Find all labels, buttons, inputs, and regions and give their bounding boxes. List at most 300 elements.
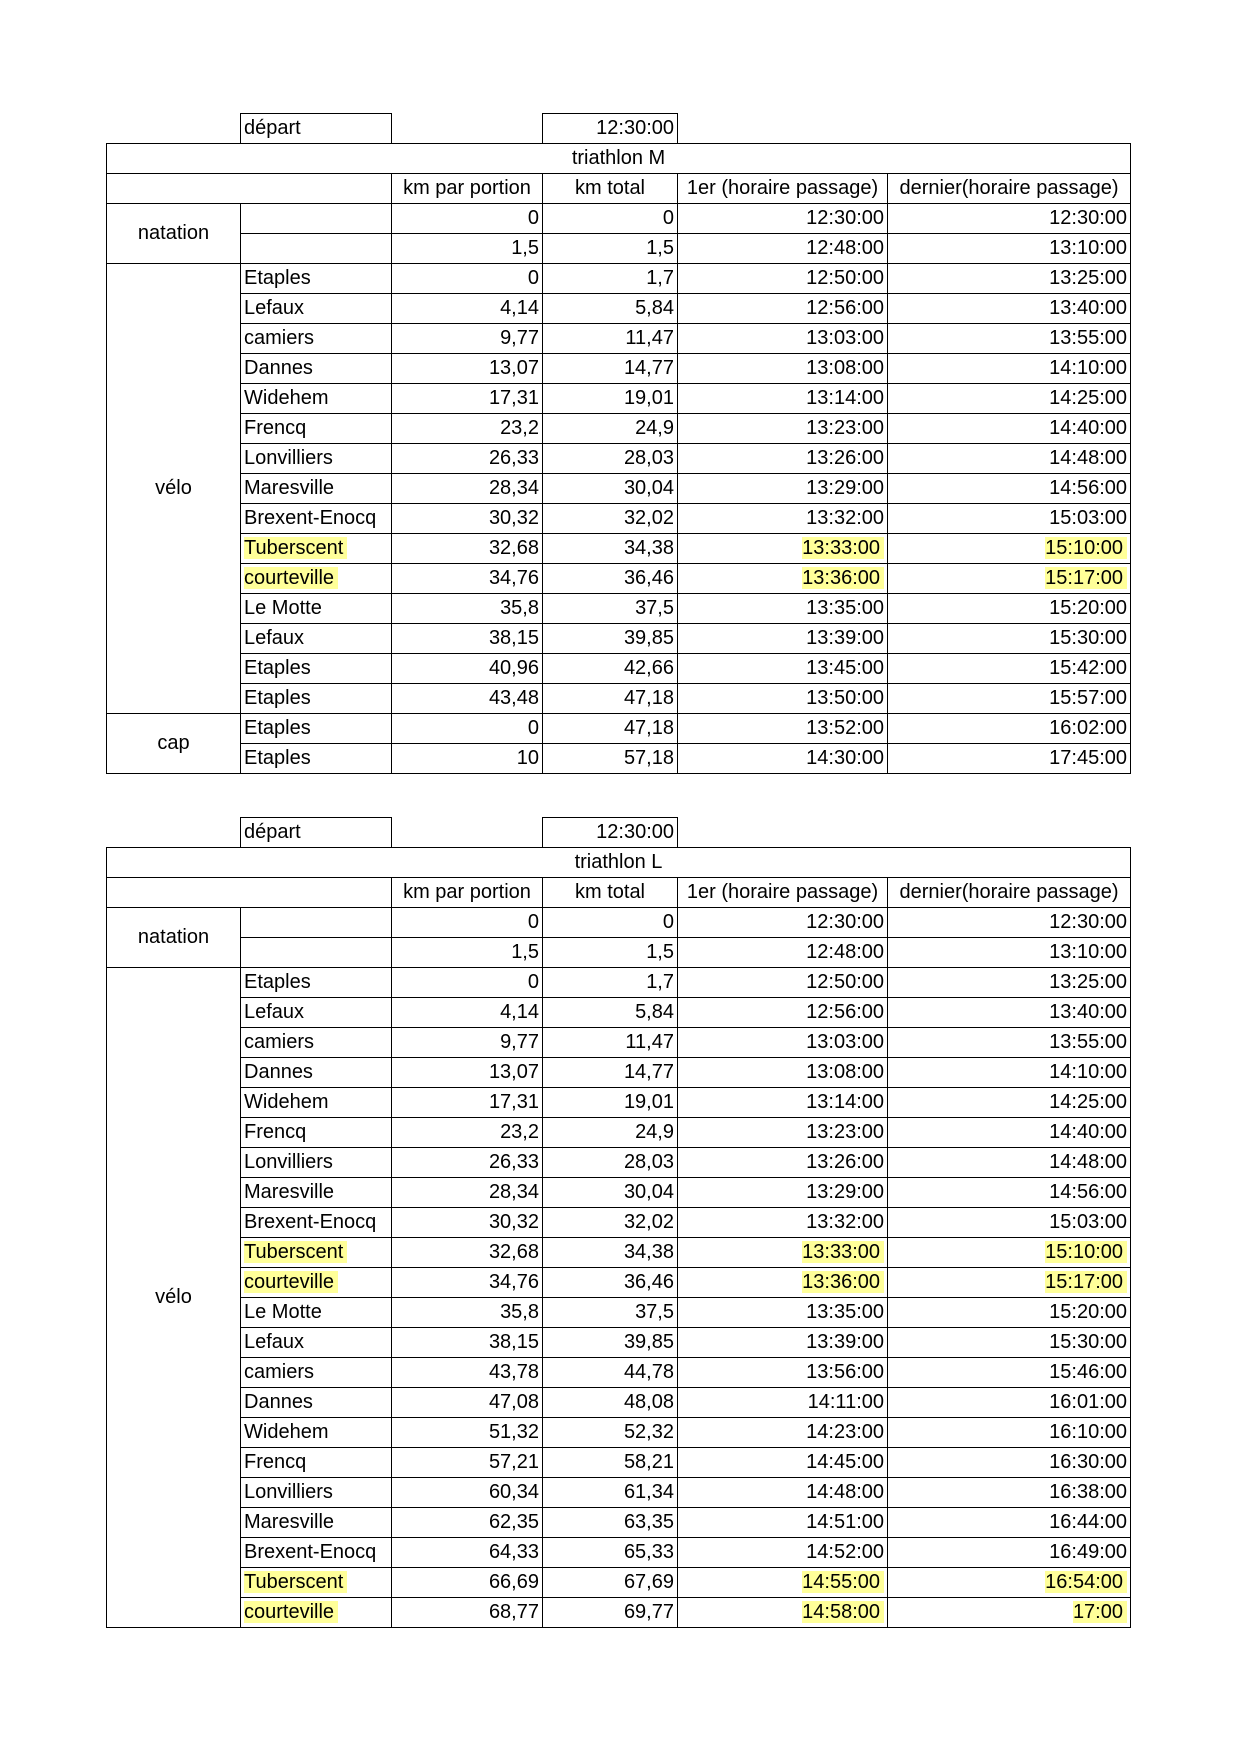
depart-label: départ <box>241 818 392 848</box>
last-time-cell-text: 15:10:00 <box>1045 1241 1127 1263</box>
last-time-cell: 17:45:00 <box>888 744 1131 774</box>
table-row <box>107 1508 1131 1538</box>
km-portion-cell: 30,32 <box>392 504 543 534</box>
km-portion-cell: 0 <box>392 968 543 998</box>
last-time-cell: 13:25:00 <box>888 264 1131 294</box>
triathlon-l-table <box>106 817 1131 1628</box>
km-total-cell: 11,47 <box>543 1028 678 1058</box>
km-total-cell: 1,7 <box>543 968 678 998</box>
last-time-cell <box>888 1238 1131 1268</box>
last-time-cell: 15:46:00 <box>888 1358 1131 1388</box>
first-time-cell: 14:51:00 <box>678 1508 888 1538</box>
km-portion-cell: 38,15 <box>392 624 543 654</box>
first-time-cell-text: 13:33:00 <box>802 1241 884 1263</box>
place-cell: Etaples <box>241 654 392 684</box>
place-cell: Widehem <box>241 384 392 414</box>
km-total-cell: 48,08 <box>543 1388 678 1418</box>
place-cell: Lefaux <box>241 624 392 654</box>
table-row <box>107 1058 1131 1088</box>
first-time-cell <box>678 564 888 594</box>
last-time-cell: 13:10:00 <box>888 234 1131 264</box>
place-cell-text: Tuberscent <box>244 1571 347 1593</box>
last-time-cell: 15:30:00 <box>888 624 1131 654</box>
first-time-cell <box>678 1598 888 1628</box>
km-total-cell: 24,9 <box>543 1118 678 1148</box>
km-total-cell: 39,85 <box>543 1328 678 1358</box>
place-cell: Brexent-Enocq <box>241 504 392 534</box>
km-total-cell: 44,78 <box>543 1358 678 1388</box>
place-cell: Frencq <box>241 1118 392 1148</box>
km-total-cell: 0 <box>543 204 678 234</box>
first-time-cell: 13:08:00 <box>678 1058 888 1088</box>
first-time-cell: 14:30:00 <box>678 744 888 774</box>
km-total-cell: 19,01 <box>543 1088 678 1118</box>
place-cell <box>241 938 392 968</box>
place-cell: Etaples <box>241 684 392 714</box>
table-row <box>107 1088 1131 1118</box>
first-time-cell: 13:26:00 <box>678 444 888 474</box>
place-cell: Etaples <box>241 744 392 774</box>
km-total-cell: 28,03 <box>543 444 678 474</box>
place-cell: Frencq <box>241 414 392 444</box>
km-portion-cell: 62,35 <box>392 1508 543 1538</box>
table-row <box>107 354 1131 384</box>
first-time-cell: 14:48:00 <box>678 1478 888 1508</box>
km-portion-cell: 17,31 <box>392 1088 543 1118</box>
km-portion-cell: 51,32 <box>392 1418 543 1448</box>
column-header: dernier(horaire passage) <box>888 174 1131 204</box>
place-cell-text: courteville <box>244 1601 338 1623</box>
km-portion-cell: 28,34 <box>392 1178 543 1208</box>
place-cell: Widehem <box>241 1418 392 1448</box>
column-header: km total <box>543 174 678 204</box>
table-row <box>107 624 1131 654</box>
first-time-cell: 13:03:00 <box>678 324 888 354</box>
km-portion-cell: 32,68 <box>392 1238 543 1268</box>
table-row <box>107 1418 1131 1448</box>
first-time-cell: 12:50:00 <box>678 968 888 998</box>
first-time-cell: 12:48:00 <box>678 234 888 264</box>
km-portion-cell: 1,5 <box>392 234 543 264</box>
place-cell: Lefaux <box>241 294 392 324</box>
place-cell <box>241 204 392 234</box>
first-time-cell: 13:03:00 <box>678 1028 888 1058</box>
km-portion-cell: 66,69 <box>392 1568 543 1598</box>
last-time-cell: 16:49:00 <box>888 1538 1131 1568</box>
km-total-cell: 30,04 <box>543 474 678 504</box>
last-time-cell: 14:48:00 <box>888 444 1131 474</box>
km-portion-cell: 1,5 <box>392 938 543 968</box>
first-time-cell <box>678 1238 888 1268</box>
km-portion-cell: 34,76 <box>392 564 543 594</box>
km-total-cell: 19,01 <box>543 384 678 414</box>
place-cell: Widehem <box>241 1088 392 1118</box>
last-time-cell: 15:42:00 <box>888 654 1131 684</box>
column-header: 1er (horaire passage) <box>678 878 888 908</box>
header-blank <box>107 174 392 204</box>
header-row <box>107 174 1131 204</box>
first-time-cell-text: 13:36:00 <box>802 567 884 589</box>
km-portion-cell: 60,34 <box>392 1478 543 1508</box>
km-portion-cell: 26,33 <box>392 1148 543 1178</box>
last-time-cell <box>888 534 1131 564</box>
table-row <box>107 324 1131 354</box>
place-cell: Etaples <box>241 264 392 294</box>
km-portion-cell: 35,8 <box>392 1298 543 1328</box>
table-row <box>107 414 1131 444</box>
place-cell <box>241 908 392 938</box>
km-portion-cell: 0 <box>392 714 543 744</box>
table-row <box>107 744 1131 774</box>
section-label-natation: natation <box>107 908 241 968</box>
place-cell <box>241 1598 392 1628</box>
place-cell: Le Motte <box>241 594 392 624</box>
first-time-cell: 13:45:00 <box>678 654 888 684</box>
first-time-cell: 13:56:00 <box>678 1358 888 1388</box>
place-cell <box>241 564 392 594</box>
first-time-cell: 13:35:00 <box>678 1298 888 1328</box>
table-row <box>107 1478 1131 1508</box>
km-portion-cell: 4,14 <box>392 998 543 1028</box>
last-time-cell-text: 15:10:00 <box>1045 537 1127 559</box>
km-total-cell: 1,7 <box>543 264 678 294</box>
km-total-cell: 65,33 <box>543 1538 678 1568</box>
last-time-cell: 16:10:00 <box>888 1418 1131 1448</box>
table-row <box>107 684 1131 714</box>
last-time-cell: 14:40:00 <box>888 414 1131 444</box>
km-portion-cell: 23,2 <box>392 414 543 444</box>
km-portion-cell: 43,48 <box>392 684 543 714</box>
table-row <box>107 938 1131 968</box>
last-time-cell: 13:40:00 <box>888 294 1131 324</box>
first-time-cell: 12:48:00 <box>678 938 888 968</box>
column-header: km total <box>543 878 678 908</box>
last-time-cell: 14:25:00 <box>888 384 1131 414</box>
km-total-cell: 32,02 <box>543 504 678 534</box>
table-row <box>107 444 1131 474</box>
place-cell-text: courteville <box>244 567 338 589</box>
last-time-cell: 15:20:00 <box>888 594 1131 624</box>
last-time-cell <box>888 1268 1131 1298</box>
last-time-cell: 13:55:00 <box>888 1028 1131 1058</box>
km-total-cell: 24,9 <box>543 414 678 444</box>
table-row <box>107 1358 1131 1388</box>
km-portion-cell: 23,2 <box>392 1118 543 1148</box>
km-total-cell: 32,02 <box>543 1208 678 1238</box>
last-time-cell: 16:30:00 <box>888 1448 1131 1478</box>
km-total-cell: 69,77 <box>543 1598 678 1628</box>
first-time-cell: 12:30:00 <box>678 204 888 234</box>
place-cell: camiers <box>241 1358 392 1388</box>
place-cell-text: courteville <box>244 1271 338 1293</box>
table-row <box>107 1178 1131 1208</box>
first-time-cell: 12:56:00 <box>678 294 888 324</box>
place-cell: Lefaux <box>241 1328 392 1358</box>
last-time-cell: 13:55:00 <box>888 324 1131 354</box>
km-total-cell: 11,47 <box>543 324 678 354</box>
table-row <box>107 1028 1131 1058</box>
last-time-cell: 14:10:00 <box>888 1058 1131 1088</box>
last-time-cell: 14:25:00 <box>888 1088 1131 1118</box>
last-time-cell-text: 16:54:00 <box>1045 1571 1127 1593</box>
table-row <box>107 294 1131 324</box>
first-time-cell: 13:32:00 <box>678 504 888 534</box>
table-row <box>107 1268 1131 1298</box>
table-row <box>107 1568 1131 1598</box>
place-cell: Lefaux <box>241 998 392 1028</box>
first-time-cell: 13:39:00 <box>678 1328 888 1358</box>
table-row <box>107 1598 1131 1628</box>
first-time-cell-text: 14:55:00 <box>802 1571 884 1593</box>
km-portion-cell: 47,08 <box>392 1388 543 1418</box>
place-cell: Brexent-Enocq <box>241 1208 392 1238</box>
place-cell <box>241 1268 392 1298</box>
table-row <box>107 564 1131 594</box>
title-row <box>107 848 1131 878</box>
first-time-cell-text: 13:33:00 <box>802 537 884 559</box>
section-label-velo: vélo <box>107 264 241 714</box>
section-label-velo: vélo <box>107 968 241 1628</box>
table-row <box>107 908 1131 938</box>
last-time-cell <box>888 564 1131 594</box>
last-time-cell: 13:25:00 <box>888 968 1131 998</box>
km-total-cell: 39,85 <box>543 624 678 654</box>
last-time-cell: 15:03:00 <box>888 504 1131 534</box>
km-total-cell: 42,66 <box>543 654 678 684</box>
place-cell: Etaples <box>241 968 392 998</box>
table-row <box>107 1328 1131 1358</box>
km-total-cell: 67,69 <box>543 1568 678 1598</box>
first-time-cell: 13:52:00 <box>678 714 888 744</box>
first-time-cell: 13:08:00 <box>678 354 888 384</box>
last-time-cell-text: 17:00 <box>1073 1601 1127 1623</box>
section-label-natation: natation <box>107 204 241 264</box>
table-row <box>107 998 1131 1028</box>
km-portion-cell: 13,07 <box>392 1058 543 1088</box>
last-time-cell: 14:40:00 <box>888 1118 1131 1148</box>
place-cell: Frencq <box>241 1448 392 1478</box>
km-portion-cell: 9,77 <box>392 1028 543 1058</box>
last-time-cell-text: 15:17:00 <box>1045 1271 1127 1293</box>
place-cell: Le Motte <box>241 1298 392 1328</box>
place-cell: Maresville <box>241 1178 392 1208</box>
first-time-cell: 14:45:00 <box>678 1448 888 1478</box>
first-time-cell: 13:23:00 <box>678 1118 888 1148</box>
last-time-cell: 12:30:00 <box>888 204 1131 234</box>
place-cell: Dannes <box>241 354 392 384</box>
km-portion-cell: 4,14 <box>392 294 543 324</box>
table-row <box>107 1238 1131 1268</box>
depart-row <box>107 114 1131 144</box>
first-time-cell: 13:23:00 <box>678 414 888 444</box>
km-portion-cell: 0 <box>392 204 543 234</box>
depart-time: 12:30:00 <box>543 818 678 848</box>
km-total-cell: 58,21 <box>543 1448 678 1478</box>
km-portion-cell: 13,07 <box>392 354 543 384</box>
place-cell: Dannes <box>241 1058 392 1088</box>
km-portion-cell: 40,96 <box>392 654 543 684</box>
first-time-cell: 12:56:00 <box>678 998 888 1028</box>
place-cell: Etaples <box>241 714 392 744</box>
last-time-cell: 16:38:00 <box>888 1478 1131 1508</box>
table-row <box>107 1538 1131 1568</box>
first-time-cell: 14:52:00 <box>678 1538 888 1568</box>
first-time-cell: 13:39:00 <box>678 624 888 654</box>
last-time-cell: 12:30:00 <box>888 908 1131 938</box>
km-total-cell: 30,04 <box>543 1178 678 1208</box>
first-time-cell-text: 14:58:00 <box>802 1601 884 1623</box>
km-total-cell: 57,18 <box>543 744 678 774</box>
km-total-cell: 36,46 <box>543 564 678 594</box>
place-cell: camiers <box>241 1028 392 1058</box>
km-portion-cell: 64,33 <box>392 1538 543 1568</box>
first-time-cell: 13:14:00 <box>678 1088 888 1118</box>
km-portion-cell: 10 <box>392 744 543 774</box>
km-total-cell: 34,38 <box>543 1238 678 1268</box>
first-time-cell: 13:50:00 <box>678 684 888 714</box>
table-row <box>107 204 1131 234</box>
last-time-cell: 15:03:00 <box>888 1208 1131 1238</box>
km-portion-cell: 0 <box>392 908 543 938</box>
km-total-cell: 5,84 <box>543 998 678 1028</box>
first-time-cell: 12:30:00 <box>678 908 888 938</box>
table-row <box>107 968 1131 998</box>
place-cell: Brexent-Enocq <box>241 1538 392 1568</box>
first-time-cell <box>678 534 888 564</box>
table-row <box>107 264 1131 294</box>
last-time-cell: 13:40:00 <box>888 998 1131 1028</box>
km-portion-cell: 9,77 <box>392 324 543 354</box>
first-time-cell: 14:23:00 <box>678 1418 888 1448</box>
last-time-cell <box>888 1598 1131 1628</box>
last-time-cell: 15:30:00 <box>888 1328 1131 1358</box>
place-cell: Dannes <box>241 1388 392 1418</box>
km-total-cell: 47,18 <box>543 714 678 744</box>
km-total-cell: 1,5 <box>543 938 678 968</box>
table-title: triathlon L <box>107 848 1131 878</box>
km-total-cell: 28,03 <box>543 1148 678 1178</box>
table-row <box>107 234 1131 264</box>
table-row <box>107 594 1131 624</box>
place-cell: Lonvilliers <box>241 444 392 474</box>
place-cell <box>241 1238 392 1268</box>
table-row <box>107 654 1131 684</box>
header-row <box>107 878 1131 908</box>
table-row <box>107 474 1131 504</box>
km-total-cell: 34,38 <box>543 534 678 564</box>
km-total-cell: 36,46 <box>543 1268 678 1298</box>
column-header: km par portion <box>392 174 543 204</box>
last-time-cell <box>888 1568 1131 1598</box>
km-total-cell: 37,5 <box>543 594 678 624</box>
place-cell-text: Tuberscent <box>244 1241 347 1263</box>
last-time-cell: 14:56:00 <box>888 1178 1131 1208</box>
km-total-cell: 37,5 <box>543 1298 678 1328</box>
table-row <box>107 1208 1131 1238</box>
km-portion-cell: 57,21 <box>392 1448 543 1478</box>
km-total-cell: 14,77 <box>543 1058 678 1088</box>
km-total-cell: 5,84 <box>543 294 678 324</box>
km-portion-cell: 38,15 <box>392 1328 543 1358</box>
first-time-cell: 12:50:00 <box>678 264 888 294</box>
place-cell: Maresville <box>241 474 392 504</box>
table-row <box>107 714 1131 744</box>
place-cell: Lonvilliers <box>241 1148 392 1178</box>
table-row <box>107 384 1131 414</box>
depart-label: départ <box>241 114 392 144</box>
last-time-cell: 16:02:00 <box>888 714 1131 744</box>
first-time-cell: 13:35:00 <box>678 594 888 624</box>
header-blank <box>107 878 392 908</box>
km-total-cell: 0 <box>543 908 678 938</box>
place-cell: camiers <box>241 324 392 354</box>
km-portion-cell: 30,32 <box>392 1208 543 1238</box>
km-portion-cell: 34,76 <box>392 1268 543 1298</box>
first-time-cell <box>678 1568 888 1598</box>
first-time-cell: 13:29:00 <box>678 474 888 504</box>
first-time-cell: 13:26:00 <box>678 1148 888 1178</box>
first-time-cell: 13:14:00 <box>678 384 888 414</box>
depart-row <box>107 818 1131 848</box>
depart-time: 12:30:00 <box>543 114 678 144</box>
table-row <box>107 1448 1131 1478</box>
last-time-cell: 15:20:00 <box>888 1298 1131 1328</box>
km-total-cell: 14,77 <box>543 354 678 384</box>
km-portion-cell: 28,34 <box>392 474 543 504</box>
last-time-cell: 13:10:00 <box>888 938 1131 968</box>
table-row <box>107 534 1131 564</box>
table-row <box>107 1148 1131 1178</box>
last-time-cell-text: 15:17:00 <box>1045 567 1127 589</box>
km-portion-cell: 17,31 <box>392 384 543 414</box>
first-time-cell: 14:11:00 <box>678 1388 888 1418</box>
place-cell <box>241 234 392 264</box>
table-row <box>107 1298 1131 1328</box>
column-header: 1er (horaire passage) <box>678 174 888 204</box>
section-label-cap: cap <box>107 714 241 774</box>
km-total-cell: 1,5 <box>543 234 678 264</box>
triathlon-m-table <box>106 113 1131 774</box>
km-portion-cell: 0 <box>392 264 543 294</box>
km-total-cell: 63,35 <box>543 1508 678 1538</box>
place-cell <box>241 534 392 564</box>
last-time-cell: 14:48:00 <box>888 1148 1131 1178</box>
place-cell: Lonvilliers <box>241 1478 392 1508</box>
column-header: km par portion <box>392 878 543 908</box>
last-time-cell: 16:44:00 <box>888 1508 1131 1538</box>
table-row <box>107 1118 1131 1148</box>
title-row <box>107 144 1131 174</box>
column-header: dernier(horaire passage) <box>888 878 1131 908</box>
km-total-cell: 52,32 <box>543 1418 678 1448</box>
place-cell: Maresville <box>241 1508 392 1538</box>
km-portion-cell: 32,68 <box>392 534 543 564</box>
place-cell-text: Tuberscent <box>244 537 347 559</box>
km-portion-cell: 68,77 <box>392 1598 543 1628</box>
last-time-cell: 15:57:00 <box>888 684 1131 714</box>
first-time-cell <box>678 1268 888 1298</box>
last-time-cell: 16:01:00 <box>888 1388 1131 1418</box>
last-time-cell: 14:10:00 <box>888 354 1131 384</box>
last-time-cell: 14:56:00 <box>888 474 1131 504</box>
km-portion-cell: 26,33 <box>392 444 543 474</box>
first-time-cell: 13:32:00 <box>678 1208 888 1238</box>
km-portion-cell: 35,8 <box>392 594 543 624</box>
first-time-cell: 13:29:00 <box>678 1178 888 1208</box>
km-total-cell: 61,34 <box>543 1478 678 1508</box>
first-time-cell-text: 13:36:00 <box>802 1271 884 1293</box>
table-row <box>107 1388 1131 1418</box>
